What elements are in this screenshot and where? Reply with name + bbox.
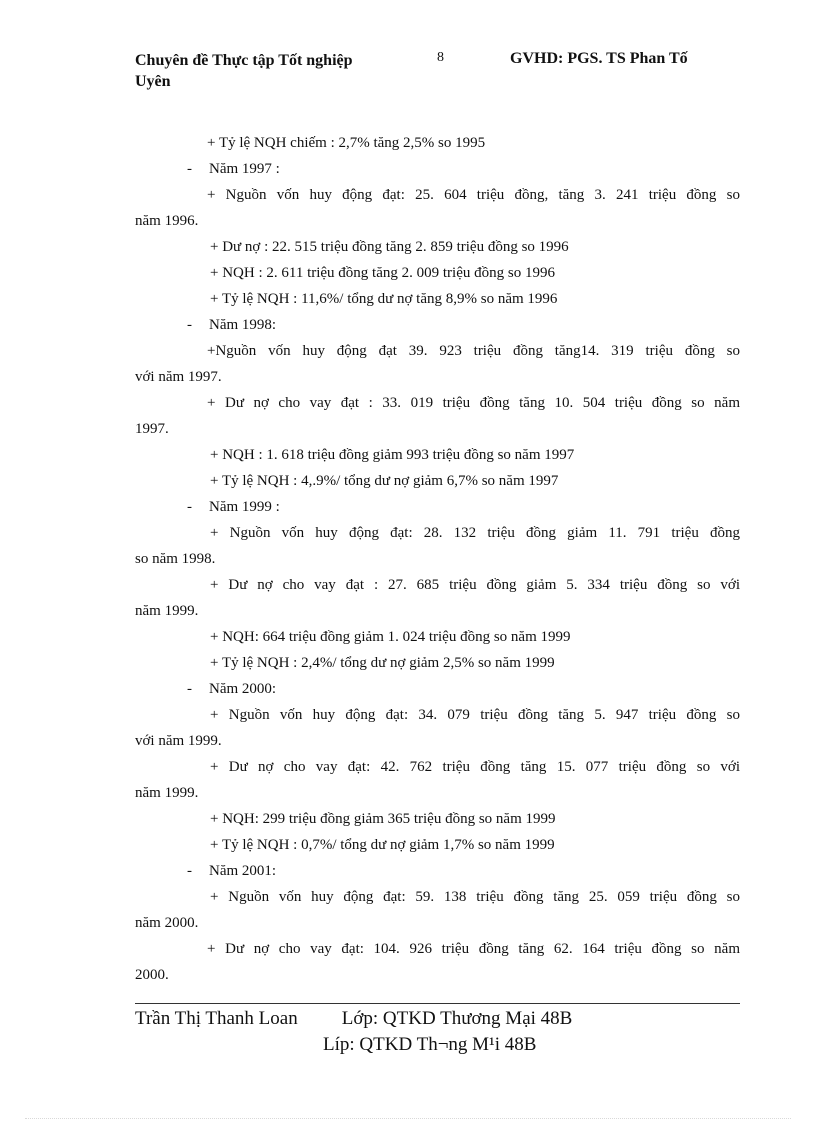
year-heading-1998 <box>135 312 740 338</box>
year-heading-2000 <box>135 676 740 702</box>
text-line: năm 1999. <box>135 785 199 801</box>
text-line: + Tỷ lệ NQH : 0,7%/ tổng dư nợ giảm 1,7% so năm 1999 <box>210 837 555 853</box>
footer-class: Lớp: QTKD Thương Mại 48B <box>341 1008 573 1029</box>
year-heading-1997 <box>135 156 740 182</box>
dash-bullet: - <box>187 681 192 697</box>
text-line: với năm 1999. <box>135 733 222 749</box>
text-line: + Nguồn vốn huy động đạt: 25. 604 triệu đồng, tăng 3. 241 triệu đồng so <box>207 187 740 203</box>
text-line: so năm 1998. <box>135 551 216 567</box>
page-footer <box>135 1008 572 1030</box>
page-header <box>135 50 740 98</box>
text-line: + Dư nợ cho vay đạt: 42. 762 triệu đồng tăng 15. 077 triệu đồng so với <box>210 759 740 775</box>
text-line: + Dư nợ cho vay đạt: 104. 926 triệu đồng tăng 62. 164 triệu đồng so năm <box>207 941 740 957</box>
text-line: với năm 1997. <box>135 369 222 385</box>
text-line: + Nguồn vốn huy động đạt: 28. 132 triệu đồng giảm 11. 791 triệu đồng <box>210 525 740 541</box>
document-body <box>135 130 740 988</box>
dash-bullet: - <box>187 317 192 333</box>
text-line: + NQH : 1. 618 triệu đồng giảm 993 triệu đồng so năm 1997 <box>210 447 575 463</box>
text-line: + Tỷ lệ NQH : 4,.9%/ tổng dư nợ giảm 6,7% so năm 1997 <box>210 473 559 489</box>
header-title-text: Chuyên đề Thực tập Tốt nghiệp <box>135 52 353 69</box>
year-label: Năm 1997 : <box>209 161 280 177</box>
dash-bullet: - <box>187 161 192 177</box>
text-line: + NQH : 2. 611 triệu đồng tăng 2. 009 triệu đồng so 1996 <box>210 265 555 281</box>
text-line: + Tỷ lệ NQH : 2,4%/ tổng dư nợ giảm 2,5% so năm 1999 <box>210 655 555 671</box>
year-label: Năm 1998: <box>209 317 277 333</box>
text-line: năm 2000. <box>135 915 199 931</box>
text-line: + Dư nợ : 22. 515 triệu đồng tăng 2. 859 triệu đồng so 1996 <box>210 239 569 255</box>
text-line: năm 1996. <box>135 213 199 229</box>
page-bottom-border <box>25 1118 791 1119</box>
dash-bullet: - <box>187 499 192 515</box>
footer-divider <box>135 1003 740 1004</box>
text-line: 1997. <box>135 421 169 437</box>
text-line: 2000. <box>135 967 169 983</box>
footer-class-garbled: Líp: QTKD Th¬ng M¹i 48B <box>323 1034 537 1055</box>
text-line: + NQH: 299 triệu đồng giảm 365 triệu đồng so năm 1999 <box>210 811 556 827</box>
header-advisor: GVHD: PGS. TS Phan Tố <box>510 50 688 67</box>
year-heading-2001 <box>135 858 740 884</box>
text-line: + Dư nợ cho vay đạt : 33. 019 triệu đồng tăng 10. 504 triệu đồng so năm <box>207 395 740 411</box>
year-label: Năm 2000: <box>209 681 277 697</box>
dash-bullet: - <box>187 863 192 879</box>
text-line: + Tỷ lệ NQH chiếm : 2,7% tăng 2,5% so 1995 <box>207 135 486 151</box>
text-line: + Tỷ lệ NQH : 11,6%/ tổng dư nợ tăng 8,9% so năm 1996 <box>210 291 558 307</box>
year-label: Năm 2001: <box>209 863 277 879</box>
year-heading-1999 <box>135 494 740 520</box>
text-line: + Dư nợ cho vay đạt : 27. 685 triệu đồng giảm 5. 334 triệu đồng so với <box>210 577 740 593</box>
text-line: +Nguồn vốn huy động đạt 39. 923 triệu đồng tăng14. 319 triệu đồng so <box>207 343 740 359</box>
footer-author: Trần Thị Thanh Loan <box>135 1008 298 1029</box>
text-line: + NQH: 664 triệu đồng giảm 1. 024 triệu đồng so năm 1999 <box>210 629 571 645</box>
page-number: 8 <box>437 50 444 65</box>
text-line: + Nguồn vốn huy động đạt: 34. 079 triệu đồng tăng 5. 947 triệu đồng so <box>210 707 740 723</box>
year-label: Năm 1999 : <box>209 499 280 515</box>
header-title-continuation: Uyên <box>135 73 171 90</box>
text-line: năm 1999. <box>135 603 199 619</box>
text-line: + Nguồn vốn huy động đạt: 59. 138 triệu đồng tăng 25. 059 triệu đồng so <box>210 889 740 905</box>
header-title <box>135 50 395 92</box>
